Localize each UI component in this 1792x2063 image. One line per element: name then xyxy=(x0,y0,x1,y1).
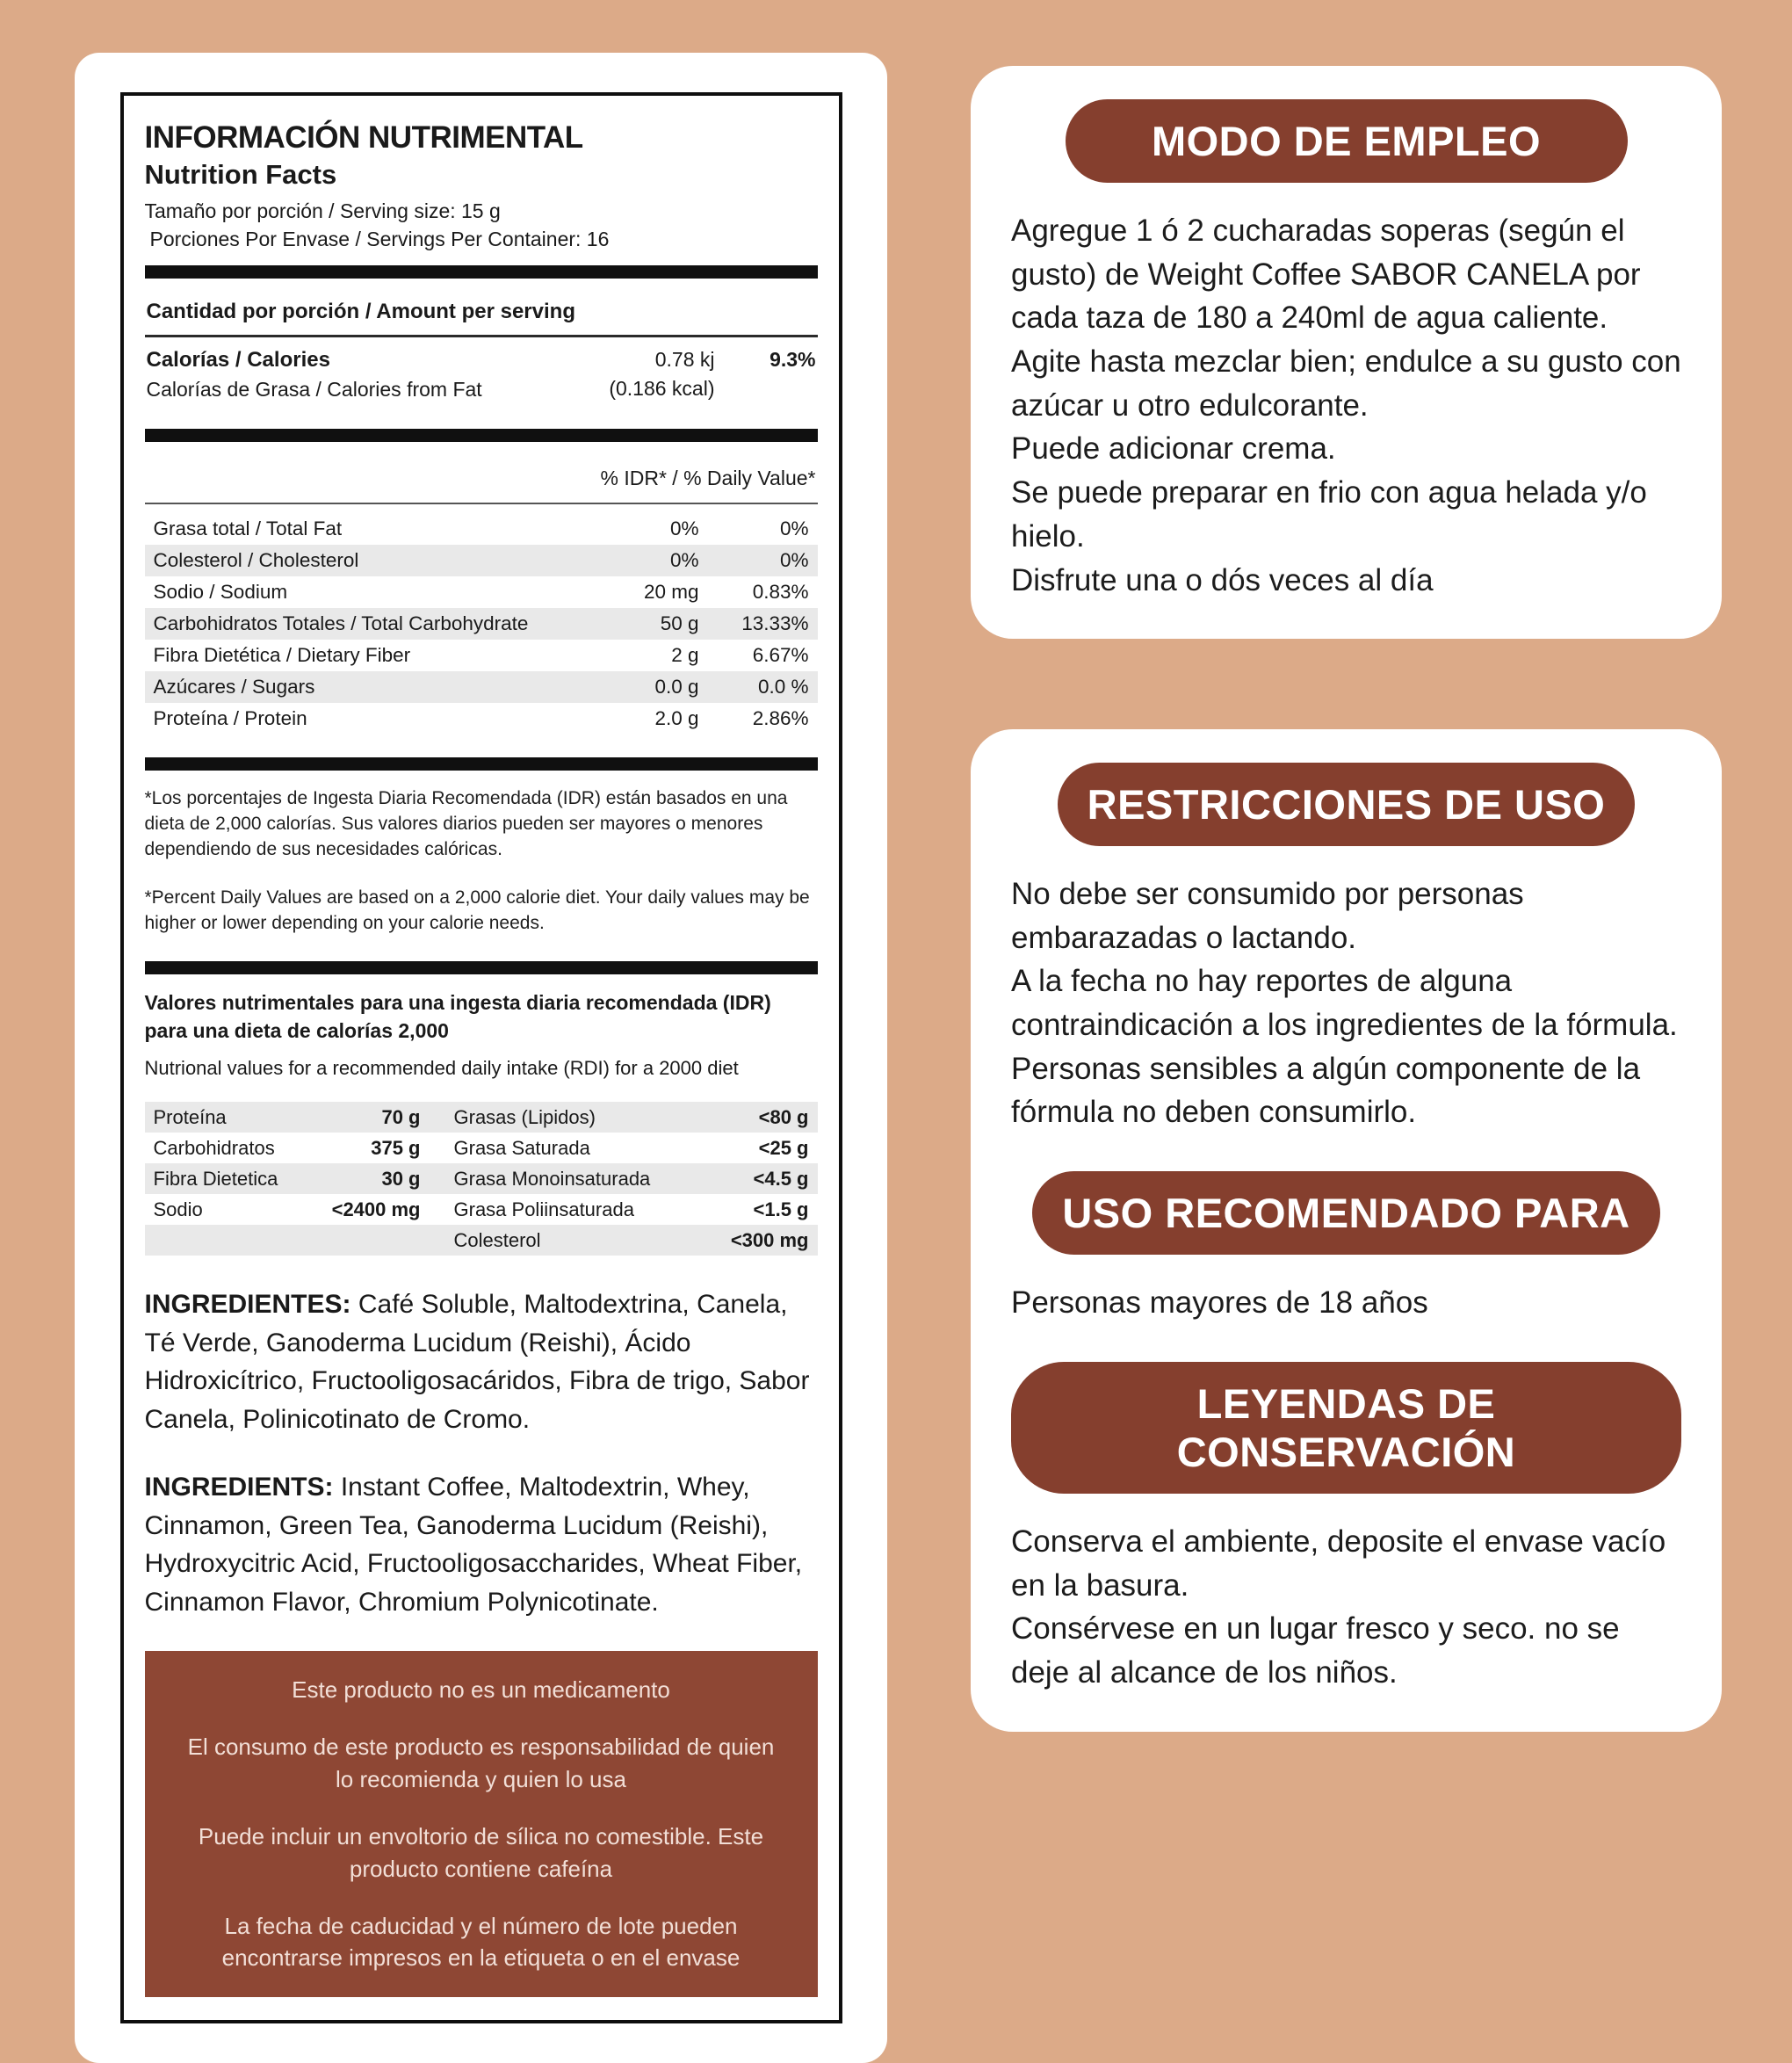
nutrient-label: Sodio / Sodium xyxy=(153,581,288,603)
restricciones-header: RESTRICCIONES DE USO xyxy=(1058,763,1636,846)
leyendas-header: LEYENDAS DE CONSERVACIÓN xyxy=(1011,1362,1681,1494)
restriction-line: A la fecha no hay reportes de alguna contraindicación a los ingredientes de la fórmula. xyxy=(1011,964,1678,1043)
restriction-line: Personas sensibles a algún componente de la fórmula no deben consumirlo. xyxy=(1011,1051,1641,1130)
rdi-label: Grasas (Lipidos) xyxy=(453,1105,596,1128)
instruction-line: Disfrute una o dós veces al día xyxy=(1011,562,1434,597)
rdi-heading-es: Valores nutrimentales para una ingesta diaria recomendada (IDR) para una dieta de calorías 2,000 xyxy=(144,990,771,1043)
nutrient-amount: 2.0 g xyxy=(654,707,699,729)
calories-from-fat-label: Calorías de Grasa / Calories from Fat xyxy=(146,378,482,401)
leyenda-line: Conserva el ambiente, deposite el envase vacío en la basura. xyxy=(1011,1524,1666,1603)
rdi-label: Grasa Saturada xyxy=(453,1136,590,1159)
rdi-row xyxy=(145,1194,818,1225)
rdi-label: Sodio xyxy=(153,1198,203,1220)
nutrient-amount: 0% xyxy=(669,518,699,539)
instruction-line: Puede adicionar crema. xyxy=(1011,431,1336,467)
nutrient-dv: 0% xyxy=(779,549,809,571)
nutrient-amount: 0.0 g xyxy=(654,676,699,698)
modo-de-empleo-header: MODO DE EMPLEO xyxy=(1066,99,1628,183)
rdi-label: Carbohidratos xyxy=(153,1136,275,1159)
rdi-table xyxy=(145,1102,818,1256)
rdi-row xyxy=(145,1225,818,1256)
nutrient-label: Grasa total / Total Fat xyxy=(153,518,343,539)
calories-label: Calorías / Calories xyxy=(146,348,330,372)
panel-title-en: Nutrition Facts xyxy=(144,159,337,190)
ingredients-en: INGREDIENTS: Instant Coffee, Maltodextrin, Whey, Cinnamon, Green Tea, Ganoderma Lucidum (Reishi), Hydroxycitric Acid, Fructooligosaccharides, Wheat Fiber, Cinnamon Flavor, Chromium Polynicotinate. xyxy=(144,1473,803,1617)
calories-value-kcal: (0.186 kcal) xyxy=(609,377,715,400)
calories-daily-value: 9.3% xyxy=(770,348,816,371)
warning-line: El consumo de este producto es responsabilidad de quien lo recomienda y quien lo usa xyxy=(187,1733,775,1792)
nutrient-amount: 0% xyxy=(669,549,699,571)
nutrient-row xyxy=(145,703,818,735)
nutrient-dv: 0% xyxy=(779,518,809,539)
warning-line: La fecha de caducidad y el número de lote pueden encontrarse impresos en la etiqueta o en el envase xyxy=(221,1912,741,1972)
uso-recomendado-text xyxy=(1011,1281,1681,1325)
warning-box xyxy=(145,1651,818,1997)
warning-line: Puede incluir un envoltorio de sílica no comestible. Este producto contiene cafeína xyxy=(198,1822,764,1882)
rdi-value: <2400 mg xyxy=(331,1198,421,1220)
ingredients-en-label: INGREDIENTS: xyxy=(144,1473,334,1502)
nutrient-amount: 20 mg xyxy=(643,581,699,603)
modo-de-empleo-text xyxy=(1011,209,1681,602)
rdi-value: <25 g xyxy=(758,1136,809,1159)
daily-value-header: % IDR* / % Daily Value* xyxy=(145,456,818,504)
calories-values xyxy=(539,348,715,406)
nutrient-label: Colesterol / Cholesterol xyxy=(153,549,359,571)
restricciones-text xyxy=(1011,872,1681,1134)
leyendas-text xyxy=(1011,1520,1681,1695)
nutrition-facts-panel xyxy=(120,92,842,2023)
amount-per-serving-label: Cantidad por porción / Amount per serving xyxy=(145,293,818,337)
instruction-line: Se puede preparar en frio con agua helada y/o hielo. xyxy=(1011,475,1647,554)
servings-per-container: Porciones Por Envase / Servings Per Container: 16 xyxy=(149,228,610,250)
thick-divider xyxy=(145,429,818,442)
warning-line: Este producto no es un medicamento xyxy=(292,1676,670,1704)
restriction-line: No debe ser consumido por personas embarazadas o lactando. xyxy=(1011,877,1524,955)
nutrient-row xyxy=(145,671,818,703)
panel-title-es: INFORMACIÓN NUTRIMENTAL xyxy=(144,120,583,155)
calories-row xyxy=(145,337,818,415)
nutrition-card xyxy=(75,53,887,2063)
nutrient-label: Carbohidratos Totales / Total Carbohydrate xyxy=(153,612,529,634)
ingredients-es: INGREDIENTES: Café Soluble, Maltodextrina, Canela, Té Verde, Ganoderma Lucidum (Reishi), Ácido Hidroxicítrico, Fructooligosacáridos, Fibra de trigo, Sabor Canela, Polinicotinato de Cromo. xyxy=(144,1290,810,1434)
rdi-value: <300 mg xyxy=(730,1228,809,1251)
rdi-row xyxy=(145,1102,818,1133)
rdi-heading-en: Nutrional values for a recommended daily intake (RDI) for a 2000 diet xyxy=(144,1057,739,1080)
restricciones-card xyxy=(971,729,1722,1732)
rdi-value: 70 g xyxy=(381,1105,421,1128)
rdi-value: <80 g xyxy=(758,1105,809,1128)
nutrient-amount: 50 g xyxy=(660,612,699,634)
instruction-line: Agite hasta mezclar bien; endulce a su gusto con azúcar u otro edulcorante. xyxy=(1011,344,1681,423)
nutrient-dv: 0.83% xyxy=(752,581,809,603)
leyenda-line: Consérvese en un lugar fresco y seco. no se deje al alcance de los niños. xyxy=(1011,1611,1620,1690)
nutrient-row xyxy=(145,513,818,545)
thick-divider xyxy=(145,265,818,279)
nutrient-row xyxy=(145,640,818,671)
rdi-label: Fibra Dietetica xyxy=(153,1167,278,1190)
rdi-value: 30 g xyxy=(381,1167,421,1190)
rdi-row xyxy=(145,1163,818,1194)
nutrient-label: Fibra Dietética / Dietary Fiber xyxy=(153,644,411,666)
rdi-label: Grasa Monoinsaturada xyxy=(453,1167,651,1190)
serving-size: Tamaño por porción / Serving size: 15 g xyxy=(144,199,501,222)
ingredients-es-label: INGREDIENTES: xyxy=(144,1290,351,1320)
rdi-label: Grasa Poliinsaturada xyxy=(453,1198,634,1220)
modo-de-empleo-card xyxy=(971,66,1722,639)
nutrient-label: Proteína / Protein xyxy=(153,707,307,729)
rdi-value: <1.5 g xyxy=(753,1198,809,1220)
nutrient-row xyxy=(145,608,818,640)
rdi-row xyxy=(145,1133,818,1163)
uso-recomendado-header: USO RECOMENDADO PARA xyxy=(1032,1171,1659,1255)
rdi-label: Colesterol xyxy=(453,1228,541,1251)
rdi-label: Proteína xyxy=(153,1105,227,1128)
rdi-value: <4.5 g xyxy=(753,1167,809,1190)
nutrient-row xyxy=(145,576,818,608)
calories-labels xyxy=(147,348,539,406)
uso-line: Personas mayores de 18 años xyxy=(1011,1285,1428,1321)
nutrient-dv: 13.33% xyxy=(741,612,809,634)
nutrient-amount: 2 g xyxy=(671,644,699,666)
nutrient-label: Azúcares / Sugars xyxy=(153,676,315,698)
nutrient-dv: 6.67% xyxy=(752,644,809,666)
rdi-value: 375 g xyxy=(371,1136,421,1159)
footnote-es: *Los porcentajes de Ingesta Diaria Recomendada (IDR) están basados en una dieta de 2,000 calorías. Sus valores diarios pueden ser mayores o menores dependiendo de sus necesidades calóricas. xyxy=(144,788,788,859)
calories-value-kj: 0.78 kj xyxy=(654,348,715,371)
nutrient-row xyxy=(145,545,818,576)
instruction-line: Agregue 1 ó 2 cucharadas soperas (según el gusto) de Weight Coffee SABOR CANELA por cada taza de 180 a 240ml de agua caliente. xyxy=(1011,214,1641,336)
thick-divider xyxy=(145,961,818,974)
thick-divider xyxy=(145,757,818,771)
nutrient-dv: 0.0 % xyxy=(757,676,809,698)
footnote-en: *Percent Daily Values are based on a 2,000 calorie diet. Your daily values may be higher or lower depending on your calorie needs. xyxy=(144,887,810,933)
nutrient-dv: 2.86% xyxy=(752,707,809,729)
